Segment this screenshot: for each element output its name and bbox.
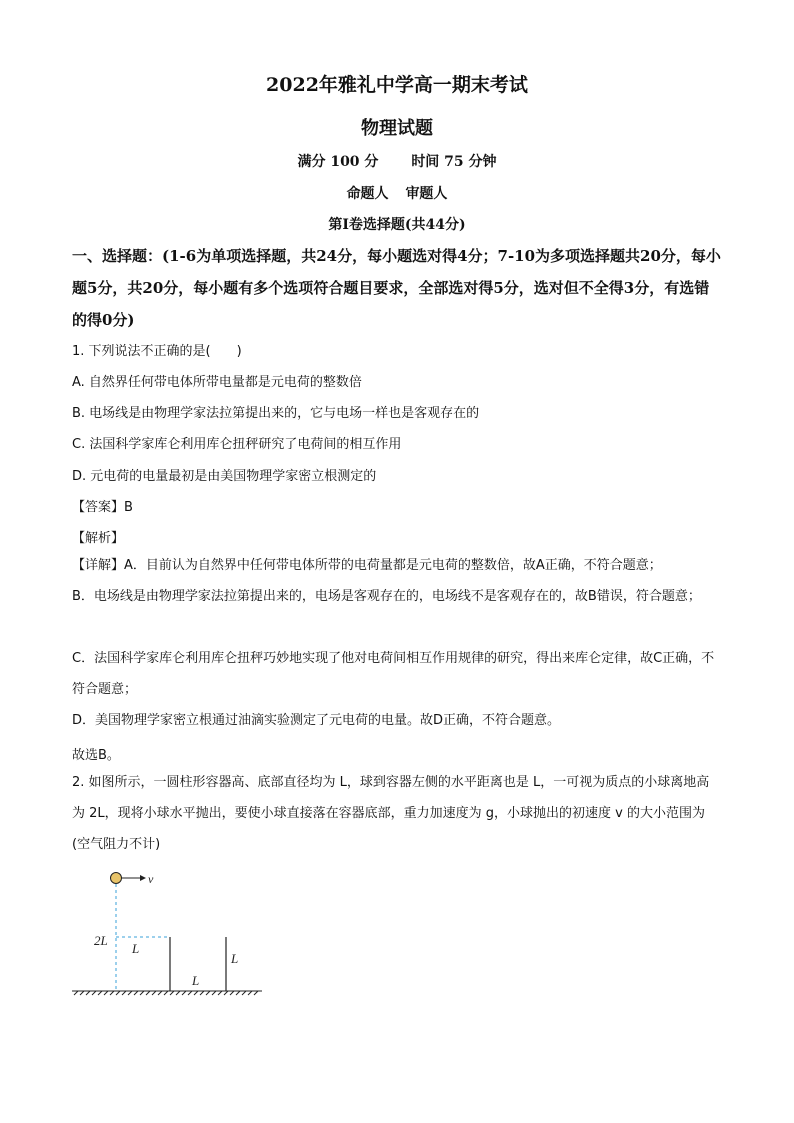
answer-label: 【答案】B [72,500,133,515]
exam-subject: 物理试题 [361,118,433,139]
detail-a: 【详解】A．目前认为自然界中任何带电体所带的电荷量都是元电荷的整数倍，故A正确，不符合题意； [72,558,662,573]
projectile-figure [72,862,272,1002]
height-label: 2L [94,933,108,948]
ball [111,873,122,884]
exam-time: 时间 75 分钟 [411,154,497,170]
diameter-label: L [192,973,200,988]
question-1-option-a: A. 自然界任何带电体所带电量都是元电荷的整数倍 [72,375,362,390]
velocity-label: v [148,872,154,886]
part-heading: 第Ⅰ卷选择题(共44分) [328,217,466,233]
exam-title: 2022年雅礼中学高一期末考试 [266,74,528,96]
detail-d: D．美国物理学家密立根通过油滴实验测定了元电荷的电量。故D正确，不符合题意。 [72,713,561,728]
ground [72,991,262,995]
wall-height-label: L [231,951,239,966]
conclusion: 故选B。 [72,748,120,763]
question-2-stem: 2. 如图所示，一圆柱形容器高、底部直径均为 L，球到容器左侧的水平距离也是 L，一可视为质点的小球离地高为 2L，现将小球水平抛出，要使小球直接落在容器底部，重力加速度为 g，小球抛出的初速度 v 的大小范围为(空气阻力不计) [72,775,710,852]
full-score: 满分 100 分 [297,154,379,170]
detail-c: C．法国科学家库仑利用库仑扭秤巧妙地实现了他对电荷间相互作用规律的研究，得出来库仑定律，故C正确，不符合题意； [72,651,715,697]
question-1-option-d: D. 元电荷的电量最初是由美国物理学家密立根测定的 [72,469,377,484]
setter: 命题人 [346,186,389,202]
question-1-stem: 1. 下列说法不正确的是( ) [72,344,242,359]
reviewer: 审题人 [405,186,448,202]
exam-meta [0,151,794,171]
section-heading: 一、选择题：(1-6为单项选择题，共24分，每小题选对得4分；7-10为多项选择题共20分，每小题5分，共20分，每小题有多个选项符合题目要求，全部选对得5分，选对但不全得3分，有选错的得0分) [72,247,721,329]
distance-label: L [132,941,140,956]
question-1-option-b: B. 电场线是由物理学家法拉第提出来的，它与电场一样也是客观存在的 [72,406,480,421]
question-1-option-c: C. 法国科学家库仑利用库仑扭秤研究了电荷间的相互作用 [72,437,402,452]
exam-authors [0,183,794,203]
detail-b: B．电场线是由物理学家法拉第提出来的，电场是客观存在的，电场线不是客观存在的，故B错误，符合题意； [72,589,701,604]
velocity-arrowhead [140,875,146,881]
analysis-label: 【解析】 [72,531,125,546]
